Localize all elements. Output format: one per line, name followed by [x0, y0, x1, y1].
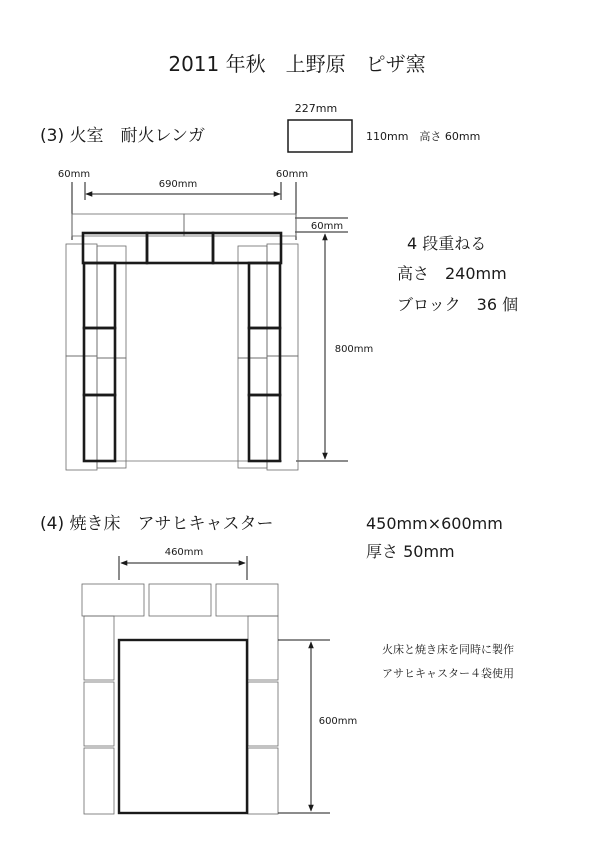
brick-sample	[288, 120, 352, 152]
hearth-drawing	[82, 584, 278, 814]
section4-heading: (4) 焼き床 アサヒキャスター	[40, 514, 274, 534]
note-height: 高さ 240mm	[397, 264, 507, 283]
note-layers: 4 段重ねる	[407, 234, 487, 253]
dim-top-60: 60mm	[310, 221, 344, 232]
note-blocks: ブロック 36 個	[397, 295, 519, 314]
note-bags: アサヒキャスター４袋使用	[382, 667, 514, 680]
note-simultaneous: 火床と焼き床を同時に製作	[382, 643, 514, 656]
dim-right-60: 60mm	[275, 169, 309, 180]
brick-length-label: 227mm	[294, 102, 338, 115]
hearth-slab	[119, 640, 247, 813]
dim-600: 600mm	[318, 716, 358, 727]
section3-heading: (3) 火室 耐火レンガ	[40, 126, 206, 146]
dim-left-60: 60mm	[57, 169, 91, 180]
firebox-drawing	[66, 214, 298, 470]
hearth-thickness: 厚さ 50mm	[366, 542, 455, 561]
dim-690: 690mm	[158, 179, 198, 190]
page-title: 2011 年秋 上野原 ピザ窯	[168, 52, 426, 76]
dim-460: 460mm	[164, 547, 204, 558]
dim-800: 800mm	[334, 344, 374, 355]
hearth-size: 450mm×600mm	[366, 514, 503, 533]
brick-dims-label: 110mm 高さ 60mm	[366, 130, 481, 143]
